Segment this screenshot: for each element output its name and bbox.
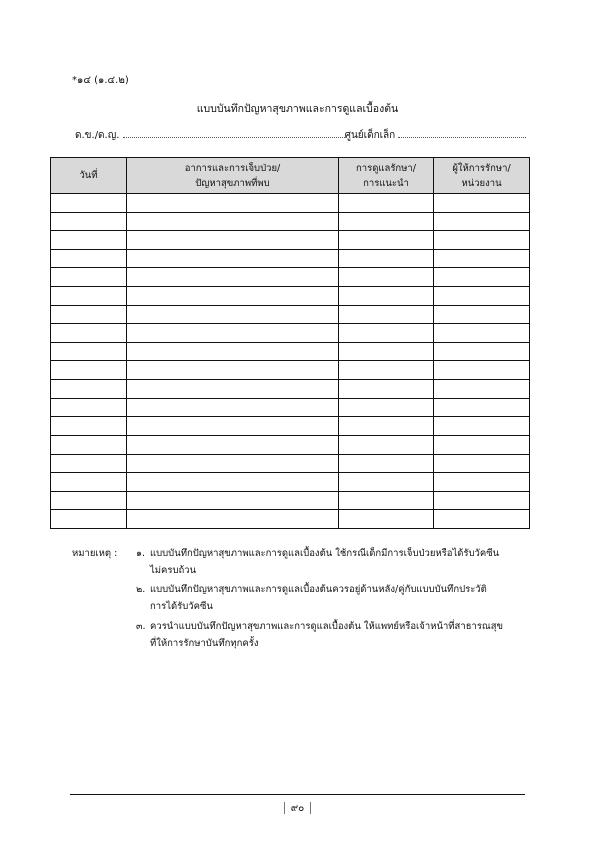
cell-date[interactable] bbox=[51, 510, 127, 529]
cell-date[interactable] bbox=[51, 435, 127, 454]
cell-treatment[interactable] bbox=[339, 231, 434, 250]
header-symptoms: อาการและการเจ็บป่วย/ ปัญหาสุขภาพที่พบ bbox=[127, 158, 339, 194]
table-row bbox=[51, 380, 530, 399]
cell-provider[interactable] bbox=[434, 194, 530, 213]
page-number-right-bar bbox=[310, 802, 311, 814]
cell-date[interactable] bbox=[51, 491, 127, 510]
cell-treatment[interactable] bbox=[339, 268, 434, 287]
form-title: แบบบันทึกปัญหาสุขภาพและการดูแลเบื้องต้น bbox=[196, 103, 399, 115]
cell-symptoms[interactable] bbox=[127, 212, 339, 231]
cell-provider[interactable] bbox=[434, 287, 530, 306]
cell-treatment[interactable] bbox=[339, 435, 434, 454]
cell-date[interactable] bbox=[51, 342, 127, 361]
cell-symptoms[interactable] bbox=[127, 268, 339, 287]
note-text: ควรนำแบบบันทึกปัญหาสุขภาพและการดูแลเบื้องต้น ให้แพทย์หรือเจ้าหน้าที่สาธารณสุข bbox=[150, 621, 504, 632]
cell-date[interactable] bbox=[51, 231, 127, 250]
cell-date[interactable] bbox=[51, 454, 127, 473]
cell-treatment[interactable] bbox=[339, 473, 434, 492]
header-treatment: การดูแลรักษา/ การแนะนำ bbox=[339, 158, 434, 194]
table-row bbox=[51, 510, 530, 529]
note-item bbox=[136, 581, 536, 615]
cell-provider[interactable] bbox=[434, 491, 530, 510]
child-name-field[interactable] bbox=[123, 128, 345, 138]
cell-provider[interactable] bbox=[434, 454, 530, 473]
cell-symptoms[interactable] bbox=[127, 491, 339, 510]
table-row bbox=[51, 361, 530, 380]
cell-provider[interactable] bbox=[434, 324, 530, 343]
note-number: ๑. bbox=[136, 548, 146, 559]
cell-treatment[interactable] bbox=[339, 361, 434, 380]
cell-provider[interactable] bbox=[434, 435, 530, 454]
cell-treatment[interactable] bbox=[339, 324, 434, 343]
table-row bbox=[51, 268, 530, 287]
page-number bbox=[0, 801, 595, 816]
table-row bbox=[51, 454, 530, 473]
cell-date[interactable] bbox=[51, 212, 127, 231]
notes-label: หมายเหตุ : bbox=[72, 548, 118, 559]
form-code: *๑๔ (๑.๔.๒) bbox=[72, 75, 129, 86]
cell-symptoms[interactable] bbox=[127, 231, 339, 250]
note-text-cont: การได้รับวัคซีน bbox=[150, 601, 213, 612]
footer-divider bbox=[70, 794, 525, 795]
note-item bbox=[136, 545, 536, 579]
cell-treatment[interactable] bbox=[339, 454, 434, 473]
table-row bbox=[51, 305, 530, 324]
cell-symptoms[interactable] bbox=[127, 380, 339, 399]
cell-date[interactable] bbox=[51, 268, 127, 287]
center-name-field[interactable] bbox=[398, 128, 526, 138]
cell-provider[interactable] bbox=[434, 361, 530, 380]
cell-symptoms[interactable] bbox=[127, 435, 339, 454]
cell-symptoms[interactable] bbox=[127, 324, 339, 343]
cell-symptoms[interactable] bbox=[127, 398, 339, 417]
cell-provider[interactable] bbox=[434, 473, 530, 492]
cell-date[interactable] bbox=[51, 361, 127, 380]
table-body bbox=[51, 194, 530, 529]
cell-treatment[interactable] bbox=[339, 305, 434, 324]
cell-provider[interactable] bbox=[434, 231, 530, 250]
header-provider: ผู้ให้การรักษา/ หน่วยงาน bbox=[434, 158, 530, 194]
cell-symptoms[interactable] bbox=[127, 305, 339, 324]
cell-date[interactable] bbox=[51, 249, 127, 268]
table-row bbox=[51, 435, 530, 454]
cell-provider[interactable] bbox=[434, 398, 530, 417]
page-number-left-bar bbox=[284, 802, 285, 814]
note-text-cont: ไม่ครบถ้วน bbox=[150, 565, 197, 576]
note-item bbox=[136, 618, 536, 652]
cell-date[interactable] bbox=[51, 417, 127, 436]
header-date: วันที่ bbox=[51, 158, 127, 194]
table-row bbox=[51, 287, 530, 306]
cell-treatment[interactable] bbox=[339, 380, 434, 399]
note-text-cont: ที่ให้การรักษาบันทึกทุกครั้ง bbox=[150, 638, 259, 649]
cell-date[interactable] bbox=[51, 380, 127, 399]
table-row bbox=[51, 212, 530, 231]
cell-treatment[interactable] bbox=[339, 417, 434, 436]
cell-date[interactable] bbox=[51, 398, 127, 417]
cell-symptoms[interactable] bbox=[127, 342, 339, 361]
table-row bbox=[51, 231, 530, 250]
table-row bbox=[51, 249, 530, 268]
cell-symptoms[interactable] bbox=[127, 454, 339, 473]
cell-treatment[interactable] bbox=[339, 249, 434, 268]
cell-treatment[interactable] bbox=[339, 287, 434, 306]
cell-symptoms[interactable] bbox=[127, 510, 339, 529]
page-number-text: ๙๐ bbox=[290, 803, 305, 814]
center-label: ศูนย์เด็กเล็ก bbox=[344, 130, 396, 141]
cell-treatment[interactable] bbox=[339, 398, 434, 417]
note-number: ๒. bbox=[136, 584, 146, 595]
child-info-line bbox=[75, 128, 526, 143]
note-number: ๓. bbox=[136, 621, 146, 632]
table-row bbox=[51, 417, 530, 436]
table-row bbox=[51, 491, 530, 510]
cell-provider[interactable] bbox=[434, 305, 530, 324]
cell-treatment[interactable] bbox=[339, 194, 434, 213]
table-row bbox=[51, 398, 530, 417]
cell-treatment[interactable] bbox=[339, 212, 434, 231]
table-row bbox=[51, 194, 530, 213]
cell-treatment[interactable] bbox=[339, 510, 434, 529]
table-row bbox=[51, 473, 530, 492]
cell-symptoms[interactable] bbox=[127, 194, 339, 213]
cell-symptoms[interactable] bbox=[127, 473, 339, 492]
cell-date[interactable] bbox=[51, 324, 127, 343]
child-name-label: ด.ข./ด.ญ. bbox=[75, 130, 120, 141]
cell-provider[interactable] bbox=[434, 417, 530, 436]
note-text: แบบบันทึกปัญหาสุขภาพและการดูแลเบื้องต้น ใช้กรณีเด็กมีการเจ็บป่วยหรือได้รับวัคซีน bbox=[150, 548, 500, 559]
cell-treatment[interactable] bbox=[339, 342, 434, 361]
table-header-row bbox=[51, 158, 530, 194]
note-text: แบบบันทึกปัญหาสุขภาพและการดูแลเบื้องต้นควรอยู่ด้านหลัง/คู่กับแบบบันทึกประวัติ bbox=[150, 584, 487, 595]
health-log-table bbox=[50, 157, 530, 529]
cell-provider[interactable] bbox=[434, 212, 530, 231]
cell-date[interactable] bbox=[51, 194, 127, 213]
cell-symptoms[interactable] bbox=[127, 361, 339, 380]
cell-provider[interactable] bbox=[434, 380, 530, 399]
table-row bbox=[51, 324, 530, 343]
cell-symptoms[interactable] bbox=[127, 249, 339, 268]
cell-symptoms[interactable] bbox=[127, 417, 339, 436]
cell-treatment[interactable] bbox=[339, 491, 434, 510]
cell-provider[interactable] bbox=[434, 268, 530, 287]
cell-provider[interactable] bbox=[434, 342, 530, 361]
table-row bbox=[51, 342, 530, 361]
cell-provider[interactable] bbox=[434, 510, 530, 529]
cell-symptoms[interactable] bbox=[127, 287, 339, 306]
cell-date[interactable] bbox=[51, 287, 127, 306]
cell-date[interactable] bbox=[51, 473, 127, 492]
cell-date[interactable] bbox=[51, 305, 127, 324]
cell-provider[interactable] bbox=[434, 249, 530, 268]
